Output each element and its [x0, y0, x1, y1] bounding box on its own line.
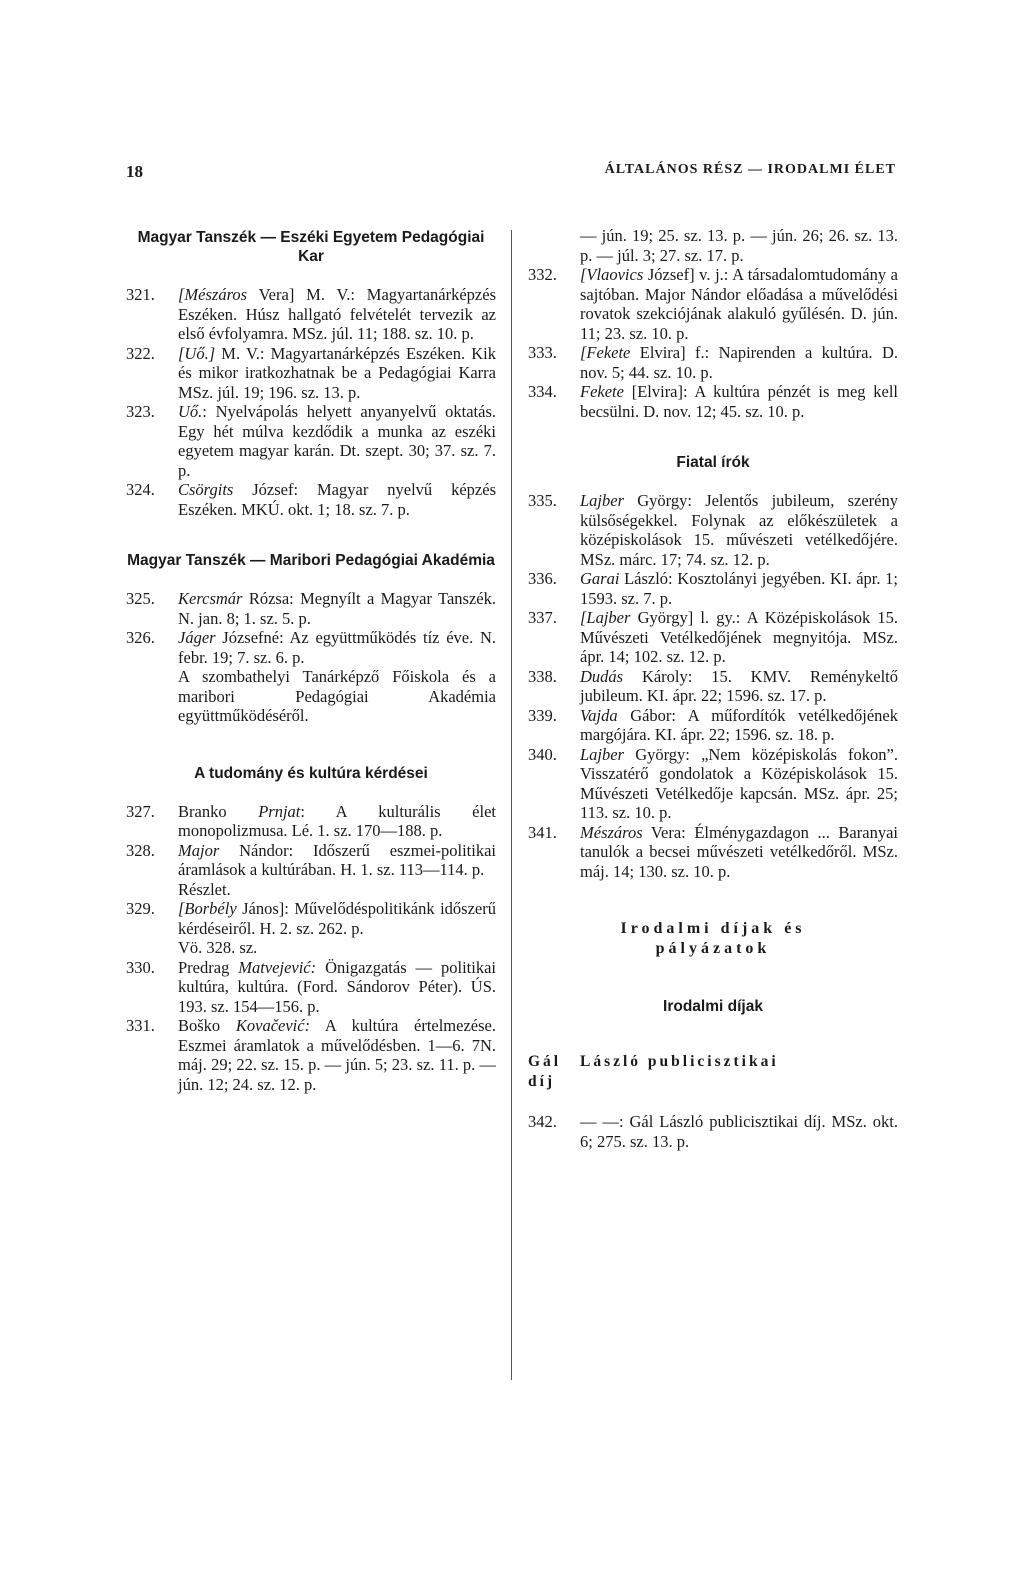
- entry-number: 326.: [126, 628, 155, 647]
- bib-entry-326: [126, 628, 496, 667]
- entry-number: 332.: [528, 265, 557, 284]
- page-number: 18: [126, 162, 143, 181]
- entry-continuation: — jún. 19; 25. sz. 13. p. — jún. 26; 26. sz. 13. p. — júl. 3; 27. sz. 17. p.: [580, 226, 898, 265]
- bib-entry-340: [528, 745, 898, 823]
- entry-number: 330.: [126, 957, 155, 977]
- bib-entry-341: [528, 823, 898, 882]
- entry-pre: Predrag: [178, 957, 239, 977]
- entry-author: Vajda: [580, 705, 618, 725]
- bib-entry-332: [528, 265, 898, 343]
- entry-number: 328.: [126, 840, 155, 860]
- entry-text: Károly: 15. KMV. Reménykeltő jubileum. KI. ápr. 22; 1596. sz. 17. p.: [580, 666, 898, 705]
- bib-entry-339: [528, 706, 898, 745]
- bib-entry-334: [528, 382, 898, 421]
- entry-author: [Lajber: [580, 608, 631, 627]
- section-title: Irodalmi díjak és pályázatok: [620, 920, 806, 957]
- section-title: Magyar Tanszék — Maribori Pedagógiai Akadémia: [127, 552, 495, 569]
- entry-author: Lajber: [580, 491, 625, 510]
- bib-entry-333: [528, 343, 898, 382]
- right-column: [528, 226, 898, 1151]
- entry-number: 322.: [126, 343, 155, 363]
- entry-text: Önigazgatás — politikai kultúra, kultúra. (Ford. Sándorov Péter). ÚS. 193. sz. 154—156. p.: [178, 957, 496, 1016]
- entry-author: Dudás: [580, 666, 624, 686]
- bib-entry-323: [126, 402, 496, 480]
- column-divider: [511, 230, 512, 1380]
- entry-number: 324.: [126, 480, 155, 499]
- bib-entry-327: [126, 802, 496, 841]
- bib-entry-338: [528, 667, 898, 706]
- entry-number: 342.: [528, 1112, 557, 1131]
- subsection-title: Irodalmi díjak: [663, 998, 763, 1015]
- section-title: Magyar Tanszék — Eszéki Egyetem Pedagógiai Kar: [137, 229, 485, 265]
- entry-number: 336.: [528, 569, 557, 588]
- bib-entry-328: [126, 841, 496, 880]
- bib-entry-322: [126, 344, 496, 403]
- entry-text: Elvira] f.: Napirenden a kultúra. D. nov. 5; 44. sz. 10. p.: [580, 343, 898, 382]
- entry-number: 337.: [528, 608, 557, 627]
- bib-entry-330: [126, 958, 496, 1017]
- entry-text: László: Kosztolányi jegyében. KI. ápr. 1; 1593. sz. 7. p.: [580, 569, 898, 608]
- entry-text: [Elvira]: A kultúra pénzét is meg kell becsülni. D. nov. 12; 45. sz. 10. p.: [580, 382, 898, 421]
- entry-author: Uő.: [178, 402, 203, 421]
- bib-entry-336: [528, 569, 898, 608]
- entry-text: György] l. gy.: A Középiskolások 15. Művészeti Vetélkedőjének megnyitója. MSz. ápr. 14; 102. sz. 12. p.: [580, 608, 898, 666]
- entry-text: : Nyelvápolás helyett anyanyelvű oktatás. Egy hét múlva kezdődik a munka az eszéki egyetem magyar karán. Dt. szept. 30; 37. sz. 7. p.: [178, 402, 496, 480]
- entry-text: János]: Művelődéspolitikánk időszerű kérdéseiről. H. 2. sz. 262. p.: [178, 899, 496, 938]
- entry-author: [Borbély: [178, 899, 237, 918]
- entry-text: Gábor: A műfordítók vetélkedőjének margójára. KI. ápr. 22; 1596. sz. 18. p.: [580, 705, 898, 744]
- entry-author: Csörgits: [178, 480, 234, 499]
- entry-number: 335.: [528, 491, 557, 510]
- bib-entry-342: [528, 1112, 898, 1151]
- entry-author: Kercsmár: [178, 589, 243, 608]
- section-title: Fiatal írók: [676, 454, 750, 471]
- entry-author: Lajber: [580, 744, 625, 764]
- entry-author: [Vlaovics: [580, 265, 644, 284]
- entry-note: A szombathelyi Tanárképző Főiskola és a maribori Pedagógiai Akadémia együttműködéséről.: [178, 667, 496, 725]
- entry-author: [Fekete: [580, 343, 631, 362]
- entry-number: 329.: [126, 899, 155, 918]
- bib-entry-321: [126, 285, 496, 344]
- entry-text: A kultúra értelmezése. Eszmei áramlatok a művelődésben. 1—6. 7N. máj. 29; 22. sz. 15. p. — jún. 5; 23. sz. 11. p. — jún. 12; 24. sz. 12. p.: [178, 1016, 496, 1094]
- award-heading: [528, 1052, 898, 1092]
- bib-entry-335: [528, 491, 898, 569]
- entry-author: Prnjat: [258, 801, 301, 821]
- award-heading-right: László publicisztikai: [580, 1053, 779, 1070]
- entry-pre: Boško: [178, 1016, 236, 1035]
- entry-number: 321.: [126, 285, 155, 304]
- entry-number: 339.: [528, 705, 557, 725]
- entry-author: Major: [178, 840, 220, 860]
- entry-author: Garai: [580, 569, 620, 588]
- entry-text: József] v. j.: A társadalomtudomány a sajtóban. Major Nándor előadása a művelődési rovatok szekciójának alakuló gyűlésén. D. jún. 11; 23. sz. 10. p.: [580, 265, 898, 343]
- bib-entry-331: [126, 1016, 496, 1094]
- entry-text: Józsefné: Az együttműködés tíz éve. N. febr. 19; 7. sz. 6. p.: [178, 628, 496, 667]
- page-header: [126, 162, 896, 186]
- entry-author: Mészáros: [580, 822, 643, 842]
- entry-note: Vö. 328. sz.: [178, 938, 258, 957]
- entry-author: Kovačević:: [235, 1016, 311, 1035]
- entry-text: : A kulturális élet monopolizmusa. Lé. 1. sz. 170—188. p.: [178, 801, 496, 840]
- entry-number: 338.: [528, 666, 557, 686]
- bib-entry-329: [126, 899, 496, 938]
- entry-text: Nándor: Időszerű eszmei-politikai áramlások a kultúrában. H. 1. sz. 113—114. p.: [178, 840, 496, 879]
- award-heading-left: Gál díj: [528, 1053, 562, 1090]
- entry-author: Matvejević:: [238, 957, 317, 977]
- entry-text: Vera: Élménygazdagon ... Baranyai tanulók a becsei művészeti vetélkedőről. MSz. máj. 14; 130. sz. 10. p.: [580, 822, 898, 881]
- entry-author: [Uő.]: [178, 343, 216, 363]
- running-title: ÁLTALÁNOS RÉSZ — IRODALMI ÉLET: [604, 162, 896, 177]
- entry-number: 323.: [126, 402, 155, 421]
- entry-number: 340.: [528, 744, 557, 764]
- section-title: A tudomány és kultúra kérdései: [194, 764, 428, 782]
- entry-number: 334.: [528, 382, 557, 401]
- entry-number: 325.: [126, 589, 155, 608]
- entry-text: József: Magyar nyelvű képzés Eszéken. MKÚ. okt. 1; 18. sz. 7. p.: [178, 480, 496, 519]
- entry-number: 331.: [126, 1016, 155, 1035]
- bib-entry-337: [528, 608, 898, 667]
- entry-note: Részlet.: [178, 879, 231, 899]
- entry-number: 341.: [528, 822, 557, 842]
- entry-text: — —: Gál László publicisztikai díj. MSz. okt. 6; 275. sz. 13. p.: [580, 1112, 898, 1151]
- bib-entry-325: [126, 589, 496, 628]
- entry-text: György: Jelentős jubileum, szerény külsőségekkel. Folynak az előkészületek a középiskolások 15. művészeti vetélkedőjére. MSz. márc. 17; 74. sz. 12. p.: [580, 491, 898, 569]
- entry-author: Fekete: [580, 382, 624, 401]
- entry-text: György: „Nem középiskolás fokon”. Visszatérő gondolatok a Középiskolások 15. Művészeti Vetélkedője kapcsán. MSz. ápr. 25; 113. sz. 10. p.: [580, 744, 898, 822]
- entry-text: Rózsa: Megnyílt a Magyar Tanszék. N. jan. 8; 1. sz. 5. p.: [178, 589, 496, 628]
- entry-text: Vera] M. V.: Magyartanárképzés Eszéken. Húsz hallgató felvételét tervezik az első évfolyamra. MSz. júl. 11; 188. sz. 10. p.: [178, 285, 496, 343]
- left-column: [126, 226, 496, 1094]
- entry-number: 333.: [528, 343, 557, 362]
- entry-text: M. V.: Magyartanárképzés Eszéken. Kik és mikor iratkozhatnak be a Pedagógiai Karra MSz. júl. 19; 196. sz. 13. p.: [178, 343, 496, 402]
- entry-author: Jáger: [178, 628, 216, 647]
- entry-author: [Mészáros: [178, 285, 248, 304]
- entry-pre: Branko: [178, 801, 259, 821]
- bib-entry-324: [126, 480, 496, 519]
- entry-number: 327.: [126, 801, 155, 821]
